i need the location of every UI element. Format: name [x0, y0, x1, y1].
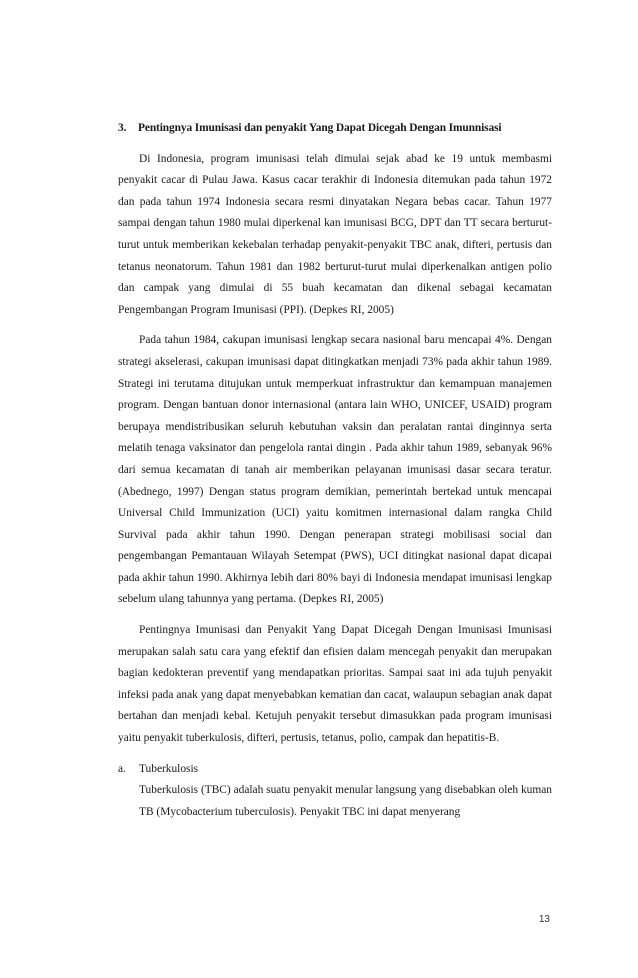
paragraph-tuberkulosis: Tuberkulosis (TBC) adalah suatu penyakit menular langsung yang disebabkan oleh kuman TB (Mycobacterium tuberculosis). Penyakit TBC ini dapat menyerang [139, 784, 552, 818]
page-content [118, 118, 552, 823]
section-title: Pentingnya Imunisasi dan penyakit Yang Dapat Dicegah Dengan Imunnisasi [138, 122, 502, 134]
subsection-letter: a. [118, 762, 126, 775]
paragraph-importance: Pentingnya Imunisasi dan Penyakit Yang Dapat Dicegah Dengan Imunisasi Imunisasi merupakan salah satu cara yang efektif dan efisien dalam mencegah penyakit dan merupakan bagian kedokteran preventif yang mendapatkan prioritas. Sampai saat ini ada tujuh penyakit infeksi pada anak yang dapat menyebabkan kematian dan cacat, walaupun sebagian anak dapat bertahan dan menjadi kebal. Ketujuh penyakit tersebut dimasukkan pada program imunisasi yaitu penyakit tuberkulosis, difteri, pertusis, tetanus, polio, campak dan hepatitis-B. [118, 624, 552, 745]
section-number: 3. [118, 122, 127, 134]
page-number: 13 [538, 914, 550, 925]
paragraph-history: Di Indonesia, program imunisasi telah dimulai sejak abad ke 19 untuk membasmi penyakit cacar di Pulau Jawa. Kasus cacar terakhir di Indonesia ditemukan pada tahun 1972 dan pada tahun 1974 Indonesia secara resmi dinyatakan Negara bebas cacar. Tahun 1977 sampai dengan tahun 1980 mulai diperkenal kan imunisasi BCG, DPT dan TT secara berturut-turut untuk memberikan kekebalan terhadap penyakit-penyakit TBC anak, difteri, pertusis dan tetanus neonatorum. Tahun 1981 dan 1982 berturut-turut mulai diperkenalkan antigen polio dan campak yang dimulai di 55 buah kecamatan dan dikenal sebagai kecamatan Pengembangan Program Imunisasi (PPI). (Depkes RI, 2005) [118, 152, 552, 316]
subsection-title: Tuberkulosis [139, 762, 199, 775]
subsection-heading [118, 759, 552, 781]
paragraph-coverage: Pada tahun 1984, cakupan imunisasi lengkap secara nasional baru mencapai 4%. Dengan strategi akselerasi, cakupan imunisasi dapat ditingkatkan menjadi 73% pada akhir tahun 1989. Strategi ini terutama ditujukan untuk memperkuat infrastruktur dan kemampuan manajemen program. Dengan bantuan donor internasional (antara lain WHO, UNICEF, USAID) program berupaya mendistribusikan seluruh kebutuhan vaksin dan peralatan rantai dinginnya serta melatih tenaga vaksinator dan pengelola rantai dingin . Pada akhir tahun 1989, sebanyak 96% dari semua kecamatan di tanah air memberikan pelayanan imunisasi dasar secara teratur. (Abednego, 1997) Dengan status program demikian, pemerintah bertekad untuk mencapai Universal Child Immunization (UCI) yaitu komitmen internasional dalam rangka Child Survival pada akhir tahun 1990. Dengan penerapan strategi mobilisasi social dan pengembangan Pemantauan Wilayah Setempat (PWS), UCI ditingkat nasional dapat dicapai pada akhir tahun 1990. Akhirnya lebih dari 80% bayi di Indonesia mendapat imunisasi lengkap sebelum ulang tahunnya yang pertama. (Depkes RI, 2005) [118, 334, 552, 606]
section-heading [118, 118, 552, 140]
